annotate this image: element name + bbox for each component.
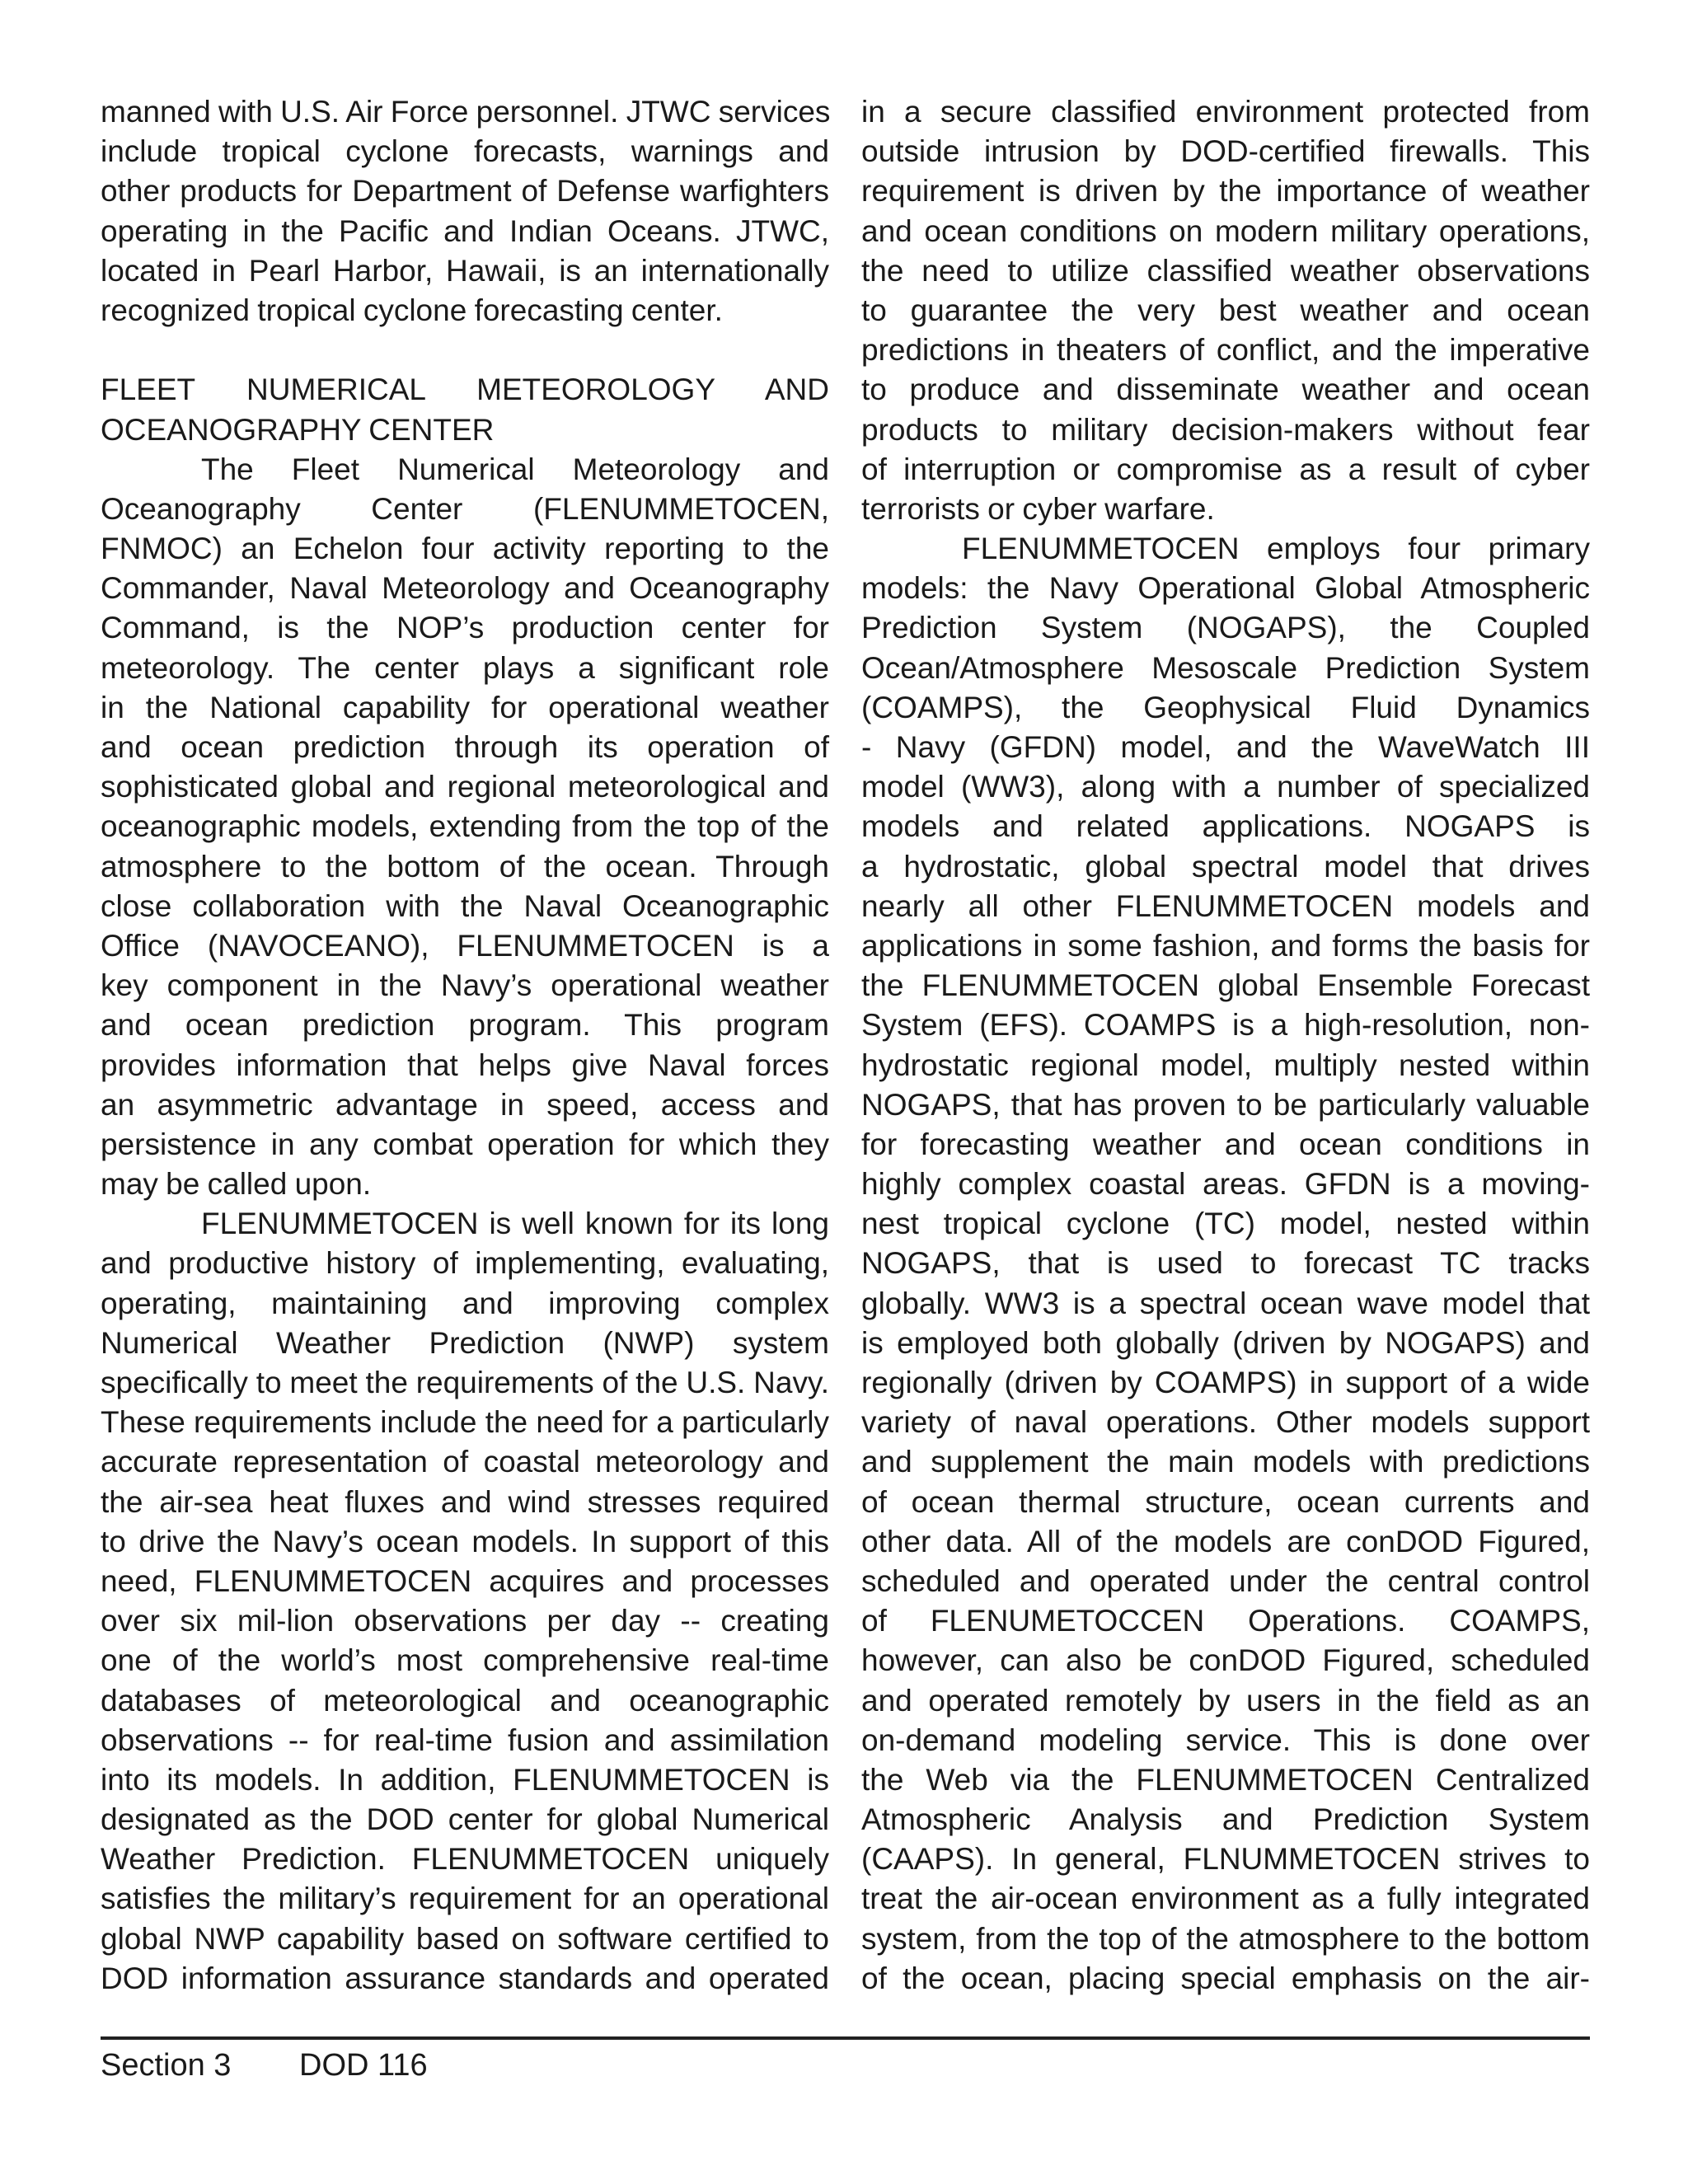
text-line: predictions in theaters of conflict, and the imperative: [861, 333, 1590, 368]
text-line: to drive the Navy’s ocean models. In support of this: [101, 1524, 829, 1558]
text-line: in a secure classified environment protected from: [861, 95, 1590, 129]
text-line: Oceanography Center (FLENUMMETOCEN,: [101, 491, 829, 526]
text-line: FNMOC) an Echelon four activity reporting to the: [101, 532, 829, 566]
text-line: The Fleet Numerical Meteorology and: [201, 452, 829, 486]
text-line: Office (NAVOCEANO), FLENUMMETOCEN is a: [101, 928, 829, 963]
text-line: NOGAPS, that is used to forecast TC tracks: [861, 1246, 1590, 1281]
text-line: to guarantee the very best weather and ocean: [861, 293, 1590, 327]
text-line: models: the Navy Operational Global Atmospheric: [861, 571, 1590, 606]
paragraph: [861, 529, 1590, 1999]
text-line: the FLENUMMETOCEN global Ensemble Forecast: [861, 968, 1590, 1003]
text-line: system, from the top of the atmosphere to the bottom: [861, 1921, 1590, 1956]
text-line: close collaboration with the Naval Oceanographic: [101, 888, 829, 923]
text-line: FLEET NUMERICAL METEOROLOGY AND: [101, 373, 829, 407]
text-line: of ocean thermal structure, ocean currents and: [861, 1484, 1590, 1519]
text-line: of interruption or compromise as a result of cyber: [861, 452, 1590, 486]
text-line: (COAMPS), the Geophysical Fluid Dynamics: [861, 690, 1590, 724]
text-line: is employed both globally (driven by NOGAPS) and: [861, 1325, 1590, 1360]
footer-section-label: Section 3: [101, 2048, 232, 2083]
text-line: the air-sea heat fluxes and wind stresses required: [101, 1484, 829, 1519]
text-line: designated as the DOD center for global Numerical: [101, 1802, 829, 1837]
text-line: provides information that helps give Naval forces: [101, 1047, 829, 1082]
text-line: outside intrusion by DOD-certified firewalls. This: [861, 134, 1590, 169]
text-line: for forecasting weather and ocean conditions in: [861, 1127, 1590, 1161]
text-line: persistence in any combat operation for which they: [101, 1127, 829, 1161]
text-line: and ocean prediction through its operation of: [101, 730, 829, 764]
text-line: applications in some fashion, and forms the basis for: [861, 928, 1590, 963]
text-line: OCEANOGRAPHY CENTER: [101, 412, 495, 447]
text-line: the need to utilize classified weather observations: [861, 253, 1590, 288]
text-line: variety of naval operations. Other models support: [861, 1405, 1590, 1440]
text-line: Command, is the NOP’s production center for: [101, 611, 829, 645]
text-line: products to military decision-makers without fear: [861, 412, 1590, 447]
text-line: (CAAPS). In general, FLNUMMETOCEN strives to: [861, 1842, 1590, 1877]
text-line: need, FLENUMMETOCEN acquires and processes: [101, 1563, 829, 1598]
text-line: databases of meteorological and oceanographic: [101, 1683, 829, 1718]
text-line: operating in the Pacific and Indian Oceans. JTWC,: [101, 213, 829, 248]
text-line: Commander, Naval Meteorology and Oceanography: [101, 571, 829, 606]
text-line: Ocean/Atmosphere Mesoscale Prediction System: [861, 650, 1590, 685]
right-text-column: [861, 92, 1590, 1999]
text-line: regionally (driven by COAMPS) in support of a wide: [861, 1366, 1590, 1399]
page-footer: [101, 2046, 428, 2085]
text-line: nearly all other FLENUMMETOCEN models and: [861, 888, 1590, 923]
text-line: may be called upon.: [101, 1167, 372, 1202]
text-line: over six mil-lion observations per day -- creating: [101, 1604, 829, 1638]
text-line: include tropical cyclone forecasts, warnings and: [101, 134, 829, 169]
text-line: NOGAPS, that has proven to be particularly valuable: [861, 1087, 1590, 1122]
text-line: specifically to meet the requirements of the U.S. Navy.: [101, 1366, 829, 1399]
text-line: System (EFS). COAMPS is a high-resolution, non-: [861, 1008, 1590, 1043]
text-line: oceanographic models, extending from the top of the: [101, 809, 829, 844]
text-line: globally. WW3 is a spectral ocean wave model that: [861, 1286, 1590, 1320]
text-line: recognized tropical cyclone forecasting center.: [101, 293, 723, 327]
text-line: Numerical Weather Prediction (NWP) system: [101, 1325, 829, 1360]
paragraph: [101, 92, 829, 330]
text-line: one of the world’s most comprehensive real-time: [101, 1643, 829, 1678]
paragraph: [861, 92, 1590, 529]
text-line: satisfies the military’s requirement for an operational: [101, 1882, 829, 1916]
text-line: however, can also be conDOD Figured, scheduled: [861, 1643, 1590, 1678]
text-line: located in Pearl Harbor, Hawaii, is an internationally: [101, 253, 829, 288]
text-line: on-demand modeling service. This is done over: [861, 1722, 1590, 1757]
footer-page-number: DOD 116: [299, 2048, 428, 2083]
text-line: scheduled and operated under the central control: [861, 1563, 1590, 1598]
text-line: and ocean conditions on modern military operations,: [861, 213, 1590, 248]
text-line: operating, maintaining and improving complex: [101, 1286, 829, 1320]
text-line: Weather Prediction. FLENUMMETOCEN uniquely: [101, 1842, 829, 1877]
text-line: FLENUMMETOCEN is well known for its long: [201, 1207, 829, 1241]
text-line: an asymmetric advantage in speed, access and: [101, 1087, 829, 1122]
text-line: nest tropical cyclone (TC) model, nested within: [861, 1207, 1590, 1241]
text-line: of FLENUMETOCCEN Operations. COAMPS,: [861, 1604, 1590, 1638]
text-line: of the ocean, placing special emphasis on the air-: [861, 1961, 1590, 1995]
text-line: other products for Department of Defense warfighters: [101, 174, 829, 209]
text-line: These requirements include the need for a particularly: [101, 1405, 829, 1440]
text-line: to produce and disseminate weather and ocean: [861, 373, 1590, 407]
text-line: manned with U.S. Air Force personnel. JTWC services: [101, 95, 831, 129]
text-line: and operated remotely by users in the field as an: [861, 1683, 1590, 1718]
section-heading: [101, 370, 829, 449]
text-line: the Web via the FLENUMMETOCEN Centralized: [861, 1762, 1590, 1797]
text-line: Atmospheric Analysis and Prediction System: [861, 1802, 1590, 1837]
footer-divider: [101, 2036, 1590, 2040]
text-line: FLENUMMETOCEN employs four primary: [962, 532, 1590, 566]
paragraph: [101, 1204, 829, 1999]
text-line: - Navy (GFDN) model, and the WaveWatch III: [861, 730, 1590, 764]
text-line: observations -- for real-time fusion and assimilation: [101, 1722, 829, 1757]
text-line: in the National capability for operational weather: [101, 690, 829, 724]
left-text-column: [101, 92, 829, 1999]
text-line: models and related applications. NOGAPS is: [861, 809, 1590, 844]
text-line: a hydrostatic, global spectral model that drives: [861, 849, 1590, 883]
text-line: Prediction System (NOGAPS), the Coupled: [861, 611, 1590, 645]
text-line: into its models. In addition, FLENUMMETOCEN is: [101, 1762, 829, 1797]
text-line: terrorists or cyber warfare.: [861, 491, 1215, 526]
text-line: highly complex coastal areas. GFDN is a moving-: [861, 1167, 1590, 1202]
text-line: and supplement the main models with predictions: [861, 1445, 1590, 1479]
paragraph-spacer: [101, 330, 829, 370]
text-line: meteorology. The center plays a significant role: [101, 650, 829, 685]
paragraph: [101, 450, 829, 1205]
text-line: DOD information assurance standards and operated: [101, 1961, 829, 1995]
text-line: global NWP capability based on software certified to: [101, 1921, 829, 1956]
text-line: and productive history of implementing, evaluating,: [101, 1246, 829, 1281]
text-line: atmosphere to the bottom of the ocean. Through: [101, 849, 829, 883]
text-line: hydrostatic regional model, multiply nested within: [861, 1047, 1590, 1082]
text-line: treat the air-ocean environment as a fully integrated: [861, 1882, 1590, 1916]
text-line: other data. All of the models are conDOD Figured,: [861, 1524, 1590, 1558]
text-line: and ocean prediction program. This program: [101, 1008, 829, 1043]
text-line: sophisticated global and regional meteorological and: [101, 770, 829, 804]
text-line: key component in the Navy’s operational weather: [101, 968, 829, 1003]
text-line: requirement is driven by the importance of weather: [861, 174, 1590, 209]
text-line: accurate representation of coastal meteorology and: [101, 1445, 829, 1479]
text-line: model (WW3), along with a number of specialized: [861, 770, 1590, 804]
